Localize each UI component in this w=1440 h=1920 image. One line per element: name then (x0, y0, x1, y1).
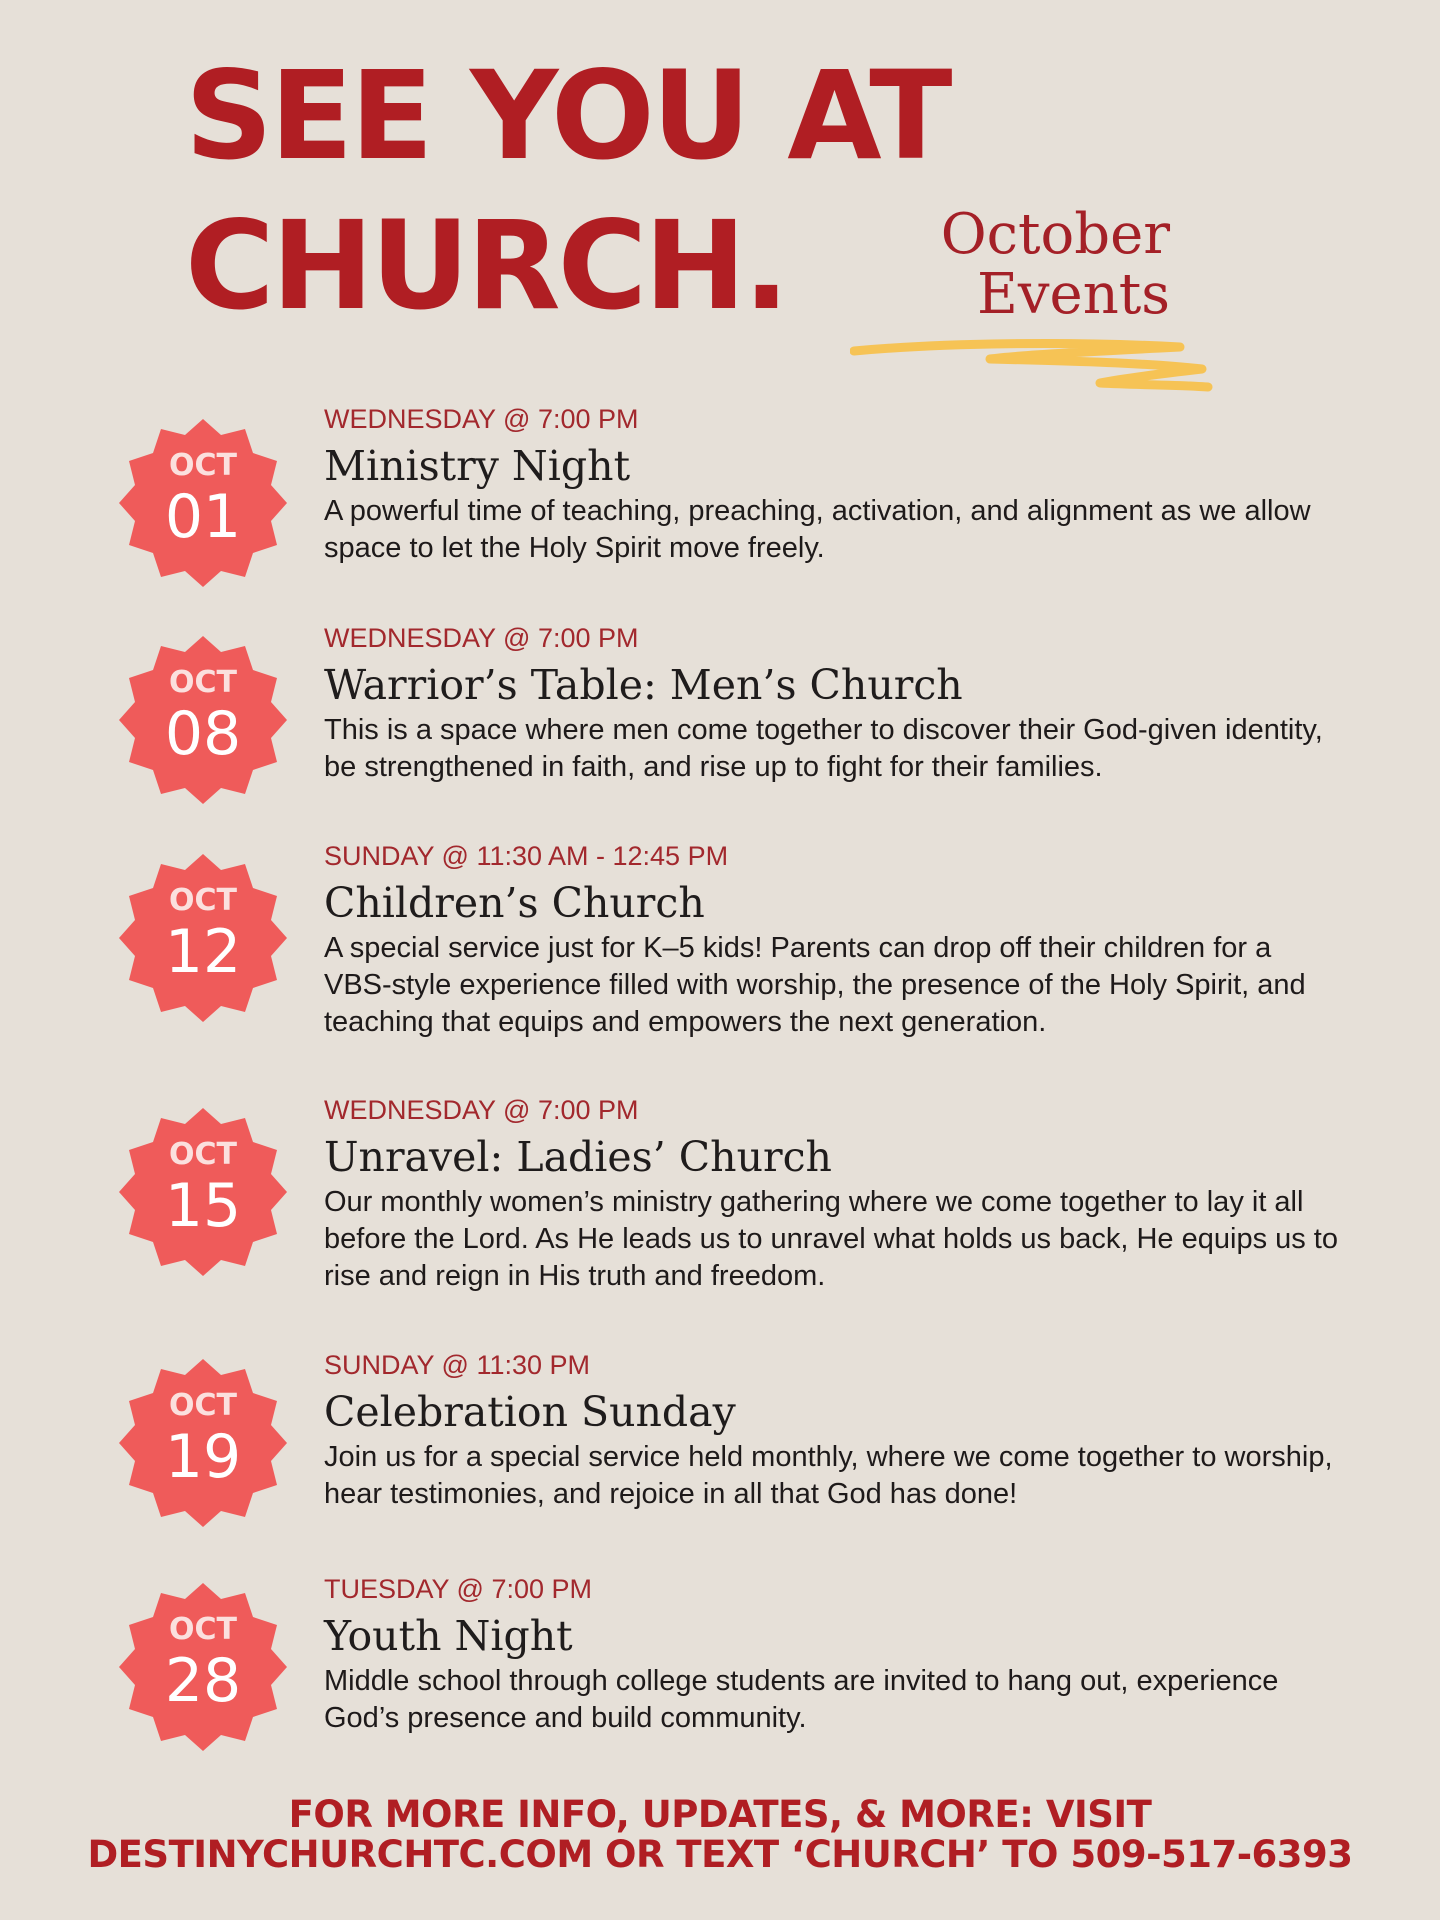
badge-month: OCT (169, 665, 237, 700)
scribble-underline-decoration (850, 335, 1220, 395)
badge-month: OCT (169, 1388, 237, 1423)
event-text (324, 1349, 1344, 1513)
event-text (324, 840, 1344, 1041)
event-title: Celebration Sunday (324, 1388, 736, 1436)
event-text (324, 403, 1344, 567)
badge-day: 08 (164, 699, 242, 769)
date-badge (113, 1577, 293, 1757)
date-badge (113, 630, 293, 810)
badge-month: OCT (169, 1612, 237, 1647)
subtitle-line-1: October (940, 202, 1170, 267)
subtitle-october-events (930, 202, 1170, 327)
event-description: A powerful time of teaching, preaching, activation, and alignment as we allow space to let the Holy Spirit move freely. (324, 495, 1311, 564)
headline-line-1: SEE YOU AT (185, 45, 950, 187)
footer-line-1: FOR MORE INFO, UPDATES, & MORE: VISIT (288, 1793, 1152, 1836)
date-badge (113, 413, 293, 593)
event-time: SUNDAY @ 11:30 PM (324, 1350, 591, 1380)
badge-day: 28 (164, 1646, 242, 1716)
event-text (324, 1573, 1344, 1737)
badge-month: OCT (169, 1137, 237, 1172)
event-description: A special service just for K–5 kids! Parents can drop off their children for a VBS-style experience filled with worship, the presence of the Holy Spirit, and teaching that equips and empowers the next generation. (324, 932, 1306, 1038)
date-badge (113, 1353, 293, 1533)
badge-day: 01 (164, 482, 242, 552)
event-time: WEDNESDAY @ 7:00 PM (324, 1095, 639, 1125)
event-title: Warrior’s Table: Men’s Church (324, 661, 963, 709)
badge-month: OCT (169, 883, 237, 918)
event-time: WEDNESDAY @ 7:00 PM (324, 404, 639, 434)
footer-contact-info (0, 1795, 1440, 1875)
footer-line-2: DESTINYCHURCHTC.COM OR TEXT ‘CHURCH’ TO 509-517-6393 (87, 1833, 1353, 1876)
event-description: This is a space where men come together to discover their God-given identity, be strengthened in faith, and rise up to fight for their families. (324, 714, 1323, 783)
event-time: TUESDAY @ 7:00 PM (324, 1574, 592, 1604)
subtitle-line-2: Events (977, 262, 1170, 327)
event-title: Ministry Night (324, 442, 631, 490)
event-title: Children’s Church (324, 879, 705, 927)
event-title: Unravel: Ladies’ Church (324, 1133, 832, 1181)
badge-day: 15 (164, 1171, 242, 1241)
date-badge (113, 848, 293, 1028)
event-description: Middle school through college students are invited to hang out, experience God’s presence and build community. (324, 1665, 1279, 1734)
badge-day: 12 (164, 917, 242, 987)
event-text (324, 622, 1344, 786)
date-badge (113, 1102, 293, 1282)
event-time: WEDNESDAY @ 7:00 PM (324, 623, 639, 653)
headline-line-2: CHURCH. (185, 195, 787, 337)
event-time: SUNDAY @ 11:30 AM - 12:45 PM (324, 841, 729, 871)
event-text (324, 1094, 1344, 1295)
badge-month: OCT (169, 448, 237, 483)
event-description: Our monthly women’s ministry gathering where we come together to lay it all before the Lord. As He leads us to unravel what holds us back, He equips us to rise and reign in His truth and freedom. (324, 1186, 1338, 1292)
event-description: Join us for a special service held monthly, where we come together to worship, hear testimonies, and rejoice in all that God has done! (324, 1441, 1333, 1510)
badge-day: 19 (164, 1422, 242, 1492)
event-title: Youth Night (324, 1612, 573, 1660)
